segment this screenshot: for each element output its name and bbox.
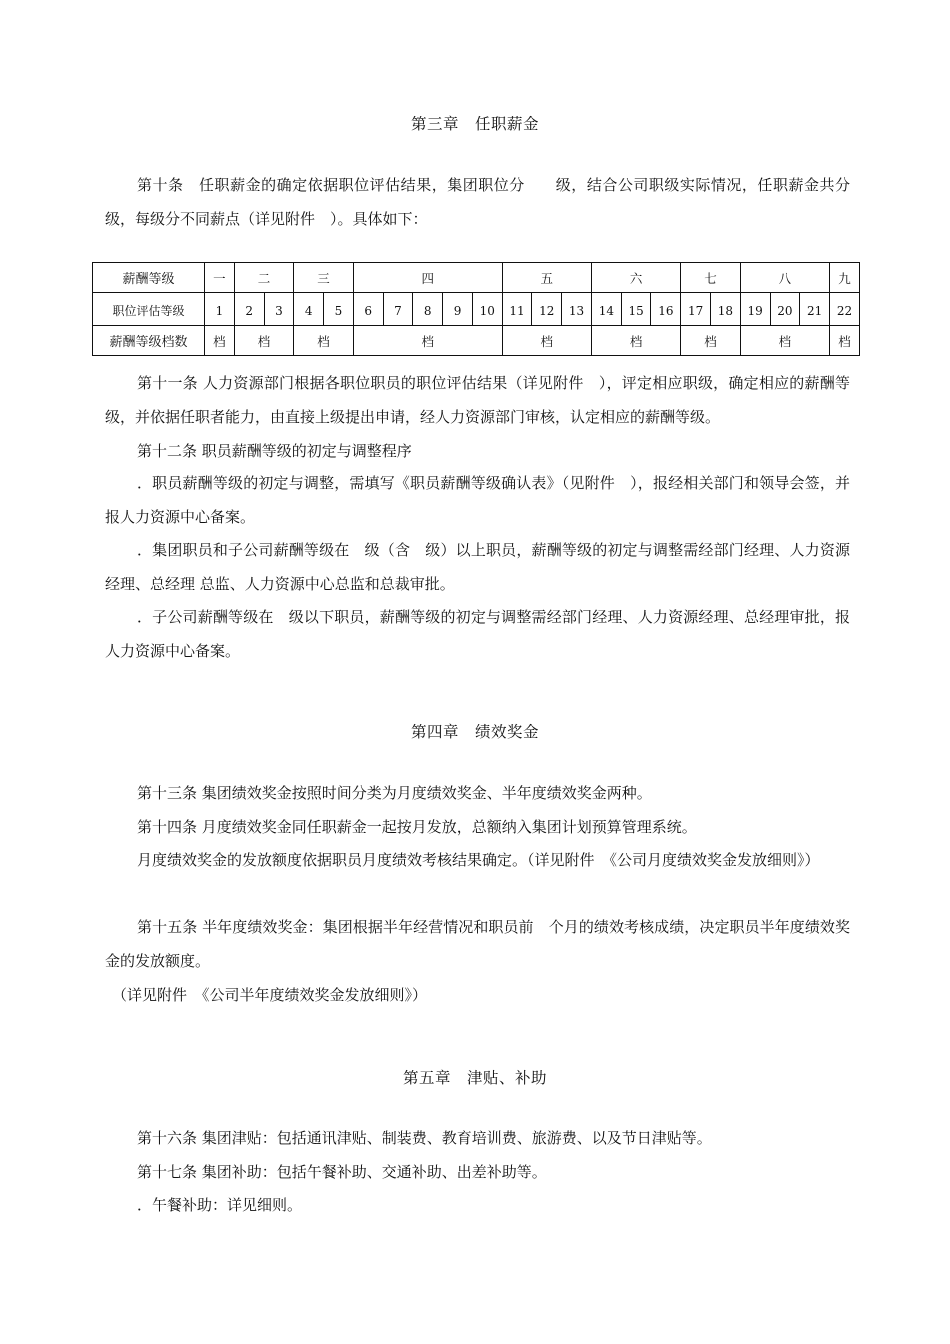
tier-cell: 档 <box>294 326 354 356</box>
grade-cell: 三 <box>294 263 354 293</box>
level-cell: 9 <box>443 293 473 326</box>
level-cell: 6 <box>353 293 383 326</box>
level-cell: 14 <box>591 293 621 326</box>
grade-cell: 一 <box>205 263 235 293</box>
level-cell: 21 <box>800 293 830 326</box>
level-cell: 12 <box>532 293 562 326</box>
article-15-note: （详见附件 《公司半年度绩效奖金发放细则》） <box>112 986 428 1004</box>
table-row-levels <box>93 293 860 326</box>
salary-grade-table <box>92 262 860 356</box>
level-cell: 22 <box>830 293 860 326</box>
level-cell: 7 <box>383 293 413 326</box>
level-cell: 2 <box>234 293 264 326</box>
article-10: 第十条 任职薪金的确定依据职位评估结果，集团职位分 级，结合公司职级实际情况，任职薪金共分 级，每级分不同薪点（详见附件 ）。具体如下： <box>105 176 866 228</box>
row-label-salary-grade: 薪酬等级 <box>93 263 205 293</box>
tier-cell: 档 <box>353 326 502 356</box>
article-15: 第十五条 半年度绩效奖金：集团根据半年经营情况和职员前 个月的绩效考核成绩，决定职员半年度绩效奖金的发放额度。 <box>105 918 850 970</box>
grade-cell: 九 <box>830 263 860 293</box>
level-cell: 10 <box>472 293 502 326</box>
article-17: 第十七条 集团补助：包括午餐补助、交通补助、出差补助等。 <box>137 1163 547 1181</box>
tier-cell: 档 <box>830 326 860 356</box>
tier-cell: 档 <box>234 326 294 356</box>
article-12-item-2: ．集团职员和子公司薪酬等级在 级（含 级）以上职员，薪酬等级的初定与调整需经部门经理、人力资源经理、总经理 总监、人力资源中心总监和总裁审批。 <box>105 541 850 593</box>
row-label-tier-count: 薪酬等级档数 <box>93 326 205 356</box>
chapter-3-title: 第三章 任职薪金 <box>410 115 539 133</box>
level-cell: 19 <box>740 293 770 326</box>
table-row-tiers <box>93 326 860 356</box>
level-cell: 3 <box>264 293 294 326</box>
grade-cell: 七 <box>681 263 741 293</box>
article-13: 第十三条 集团绩效奖金按照时间分类为月度绩效奖金、半年度绩效奖金两种。 <box>137 784 652 802</box>
tier-cell: 档 <box>740 326 829 356</box>
grade-cell: 二 <box>234 263 294 293</box>
grade-cell: 五 <box>502 263 591 293</box>
table-row-grades <box>93 263 860 293</box>
grade-cell: 八 <box>740 263 829 293</box>
level-cell: 11 <box>502 293 532 326</box>
article-12: 第十二条 职员薪酬等级的初定与调整程序 <box>137 442 412 460</box>
level-cell: 20 <box>770 293 800 326</box>
tier-cell: 档 <box>681 326 741 356</box>
article-11: 第十一条 人力资源部门根据各职位职员的职位评估结果（详见附件 ），评定相应职级，确定相应的薪酬等级，并依据任职者能力，由直接上级提出申请，经人力资源部门审核，认定相应的薪酬等级。 <box>105 374 850 426</box>
chapter-5-title: 第五章 津贴、补助 <box>402 1069 547 1087</box>
level-cell: 17 <box>681 293 711 326</box>
article-16: 第十六条 集团津贴：包括通讯津贴、制装费、教育培训费、旅游费、以及节日津贴等。 <box>137 1129 712 1147</box>
level-cell: 18 <box>711 293 741 326</box>
grade-cell: 四 <box>353 263 502 293</box>
level-cell: 1 <box>205 293 235 326</box>
tier-cell: 档 <box>591 326 680 356</box>
level-cell: 8 <box>413 293 443 326</box>
grade-cell: 六 <box>591 263 680 293</box>
tier-cell: 档 <box>205 326 235 356</box>
article-17-item-1: ．午餐补助：详见细则。 <box>137 1196 303 1214</box>
chapter-4-title: 第四章 绩效奖金 <box>410 723 539 741</box>
level-cell: 13 <box>562 293 592 326</box>
article-12-item-1: ．职员薪酬等级的初定与调整，需填写《职员薪酬等级确认表》（见附件 ），报经相关部门和领导会签，并报人力资源中心备案。 <box>105 474 850 526</box>
level-cell: 5 <box>324 293 354 326</box>
article-14: 第十四条 月度绩效奖金同任职薪金一起按月发放，总额纳入集团计划预算管理系统。 <box>137 818 697 836</box>
row-label-evaluation-level: 职位评估等级 <box>93 293 205 326</box>
tier-cell: 档 <box>502 326 591 356</box>
level-cell: 15 <box>621 293 651 326</box>
level-cell: 4 <box>294 293 324 326</box>
level-cell: 16 <box>651 293 681 326</box>
article-14-note: 月度绩效奖金的发放额度依据职员月度绩效考核结果确定。（详见附件 《公司月度绩效奖金发放细则》） <box>137 851 820 869</box>
article-12-item-3: ．子公司薪酬等级在 级以下职员，薪酬等级的初定与调整需经部门经理、人力资源经理、总经理审批，报人力资源中心备案。 <box>105 608 850 660</box>
